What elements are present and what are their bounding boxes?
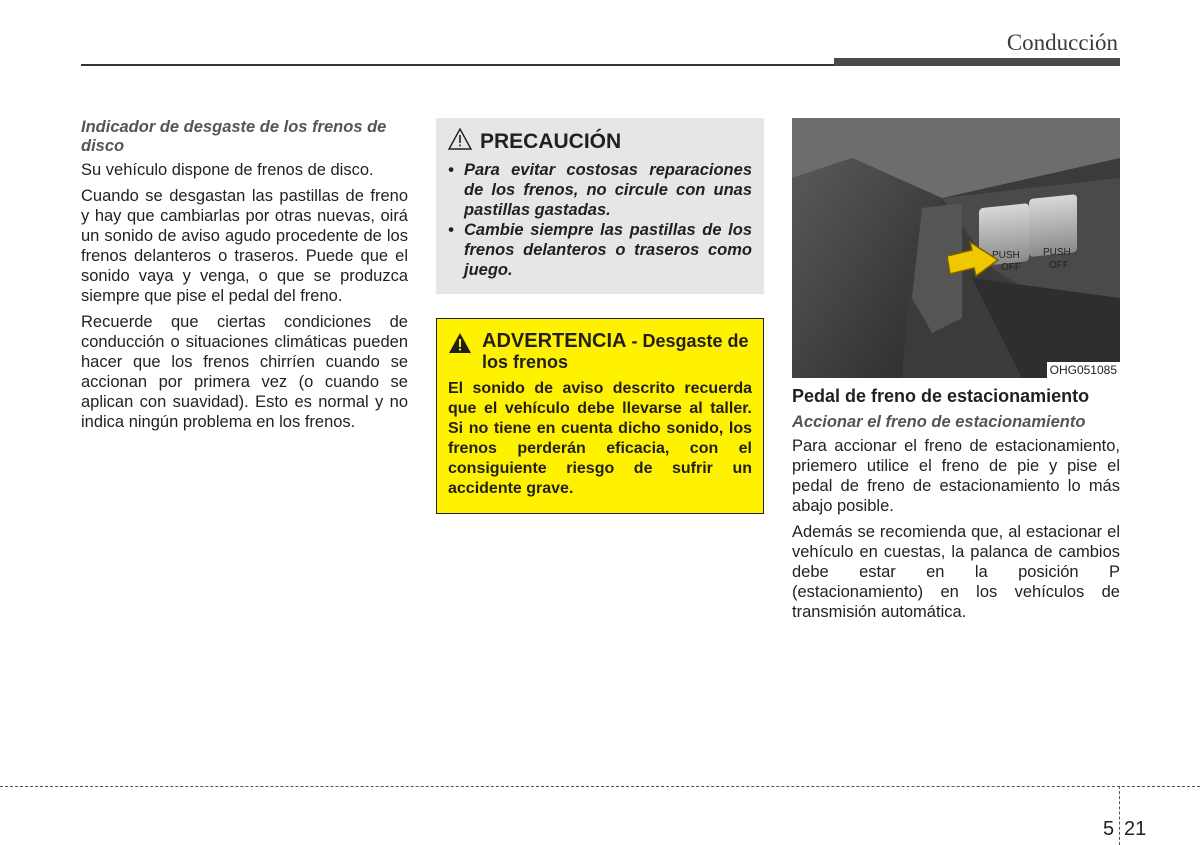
caution-bullet-text: Cambie siempre las pastillas de los frenos delanteros o traseros como juego. (464, 221, 752, 279)
parking-brake-figure (792, 118, 1120, 378)
caution-bullet (448, 160, 752, 220)
bullet-marker: • (448, 221, 454, 239)
warning-body: El sonido de aviso descrito recuerda que el vehículo debe llevarse al taller. Si no tiene en cuenta dicho sonido, los frenos perderán eficacia, con el consiguiente riesgo de sufrir un accidente grave. (448, 380, 752, 497)
left-column (81, 118, 408, 438)
parking-brake-subheading: Accionar el freno de estacionamiento (792, 413, 1086, 431)
pedal-label-push-1: PUSH (992, 250, 1020, 261)
warning-title-rest: - Desgaste de los frenos (482, 331, 749, 372)
footer-page-divider (1119, 786, 1120, 845)
page-number: 21 (1124, 818, 1147, 840)
caution-triangle-icon (448, 128, 472, 156)
bullet-marker: • (448, 161, 454, 179)
warning-title (482, 331, 752, 373)
warning-title-main: ADVERTENCIA (482, 330, 627, 352)
pedal-label-off-1: OFF (1001, 262, 1021, 273)
footer-dashed-line (0, 786, 1200, 787)
warning-triangle-icon (448, 332, 472, 359)
warning-header (448, 331, 752, 373)
caution-box (436, 118, 764, 294)
middle-column (436, 118, 764, 514)
paragraph: Su vehículo dispone de frenos de disco. (81, 161, 374, 179)
parking-brake-heading: Pedal de freno de estacionamiento (792, 386, 1090, 406)
caution-title (448, 128, 752, 156)
caution-bullet (448, 220, 752, 280)
brake-wear-subheading: Indicador de desgaste de los frenos de disco (81, 118, 387, 155)
paragraph: Cuando se desgastan las pastillas de freno y hay que cambiarlas por otras nuevas, oirá un sonido de aviso agudo procedente de los frenos delanteros o traseros. Puede que el sonido vaya y venga, o que se produzca siempre que pise el pedal del freno. (81, 187, 408, 305)
parking-brake-illustration (792, 118, 1120, 378)
caution-bullet-text: Para evitar costosas reparaciones de los frenos, no circule con unas pastillas gastadas. (464, 161, 752, 219)
header-rule-thin (81, 64, 836, 66)
chapter-number: 5 (1103, 818, 1115, 840)
paragraph: Recuerde que ciertas condiciones de conducción o situaciones climáticas pueden hacer que los frenos chirríen cuando se accionan por primera vez (o cuando se aplican con suavidad). Esto es normal y no indica ningún problema en los frenos. (81, 313, 408, 431)
pedal-label-off-2: OFF (1049, 260, 1069, 271)
page-header-title: Conducción (1006, 30, 1118, 55)
right-column (792, 118, 1120, 628)
header-rule-thick (834, 58, 1120, 66)
paragraph: Para accionar el freno de estacionamiento, priemero utilice el freno de pie y pise el pedal de freno de estacionamiento lo más abajo posible. (792, 437, 1120, 515)
warning-box (436, 318, 764, 514)
caution-title-text: PRECAUCIÓN (480, 130, 622, 153)
pedal-label-push-2: PUSH (1043, 247, 1071, 258)
paragraph: Además se recomienda que, al estacionar el vehículo en cuestas, la palanca de cambios debe estar en la posición P (estacionamiento) en los vehículos de transmisión automática. (792, 523, 1120, 621)
figure-code: OHG051085 (1047, 362, 1120, 378)
